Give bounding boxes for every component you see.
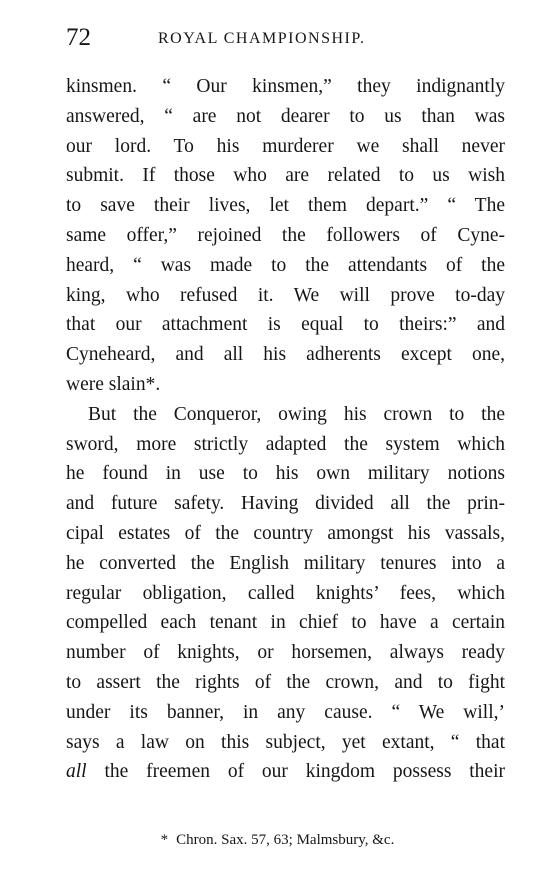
text-line: same offer,” rejoined the followers of Cyne- (66, 224, 505, 246)
text-line: and future safety. Having divided all the prin- (66, 493, 505, 515)
text-line: cipal estates of the country amongst his vassals, (66, 522, 505, 544)
text-line: says a law on this subject, yet extant, “ that (66, 731, 505, 753)
body-text (66, 72, 505, 787)
italic-word: all (66, 761, 87, 783)
text-line-rest: the freemen of our kingdom possess their (104, 761, 505, 783)
text-line: that our attachment is equal to theirs:” and (66, 314, 505, 336)
text-line: were slain*. (66, 373, 161, 395)
text-line: he converted the English military tenures into a (66, 552, 505, 574)
paragraph-continuation (66, 72, 505, 400)
running-title: ROYAL CHAMPIONSHIP. (158, 30, 366, 47)
text-line: But the Conqueror, owing his crown to the (88, 403, 505, 425)
text-line: king, who refused it. We will prove to-day (66, 284, 505, 306)
text-line: regular obligation, called knights’ fees, which (66, 582, 505, 604)
text-line: to assert the rights of the crown, and to fight (66, 671, 505, 693)
text-line-italic-lead (66, 757, 505, 787)
page-number: 72 (66, 24, 91, 51)
text-line: sword, more strictly adapted the system which (66, 433, 505, 455)
text-line: compelled each tenant in chief to have a certain (66, 612, 505, 634)
text-line: to save their lives, let them depart.” “ The (66, 195, 505, 217)
text-line: heard, “ was made to the attendants of the (66, 254, 505, 276)
footnote-marker: * (160, 832, 169, 848)
text-line: answered, “ are not dearer to us than was (66, 105, 505, 127)
text-line: kinsmen. “ Our kinsmen,” they indignantly (66, 76, 505, 97)
text-line: under its banner, in any cause. “ We will,’ (66, 701, 505, 723)
paragraph-conqueror (66, 400, 505, 787)
footnote (0, 830, 555, 850)
text-line: he found in use to his own military notions (66, 463, 505, 485)
text-line: Cyneheard, and all his adherents except one, (66, 344, 505, 366)
footnote-text: Chron. Sax. 57, 63; Malmsbury, &c. (176, 832, 395, 848)
running-head (66, 22, 506, 54)
text-line: submit. If those who are related to us wish (66, 165, 505, 187)
text-line: our lord. To his murderer we shall never (66, 135, 505, 157)
text-line: number of knights, or horsemen, always ready (66, 642, 505, 664)
